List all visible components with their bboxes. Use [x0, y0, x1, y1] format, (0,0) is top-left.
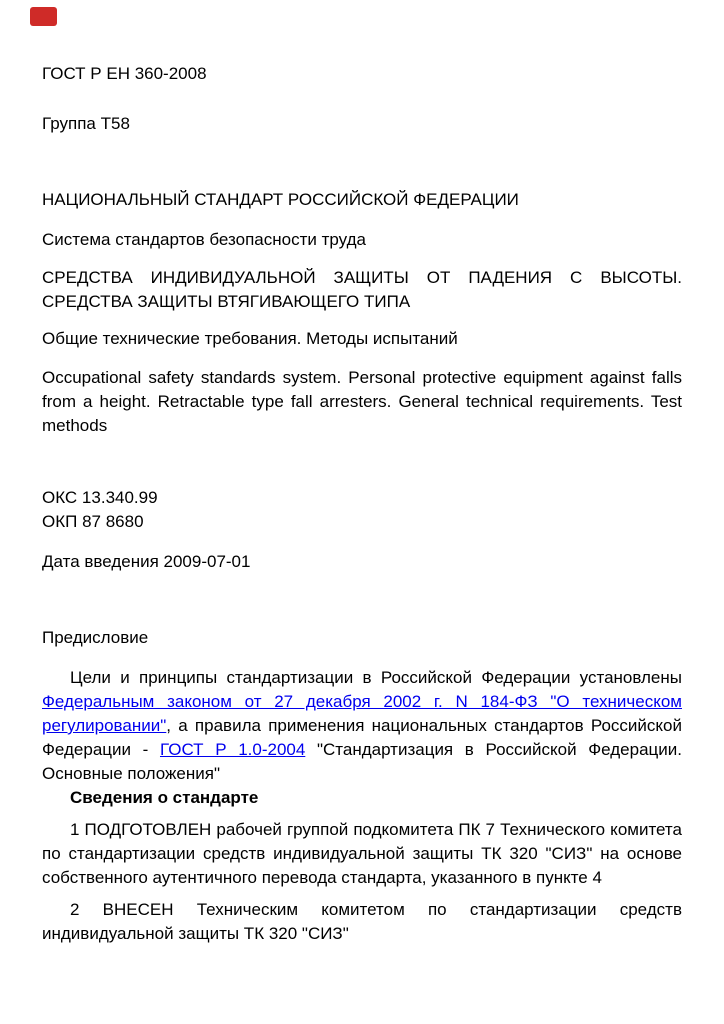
standard-title: НАЦИОНАЛЬНЫЙ СТАНДАРТ РОССИЙСКОЙ ФЕДЕРАЦИИ: [42, 190, 519, 209]
doc-number: ГОСТ Р ЕН 360-2008: [42, 64, 207, 83]
english-title: Occupational safety standards system. Personal protective equipment against falls from a height. Retractable type fall arresters. General technical requirements. Test methods: [42, 368, 682, 435]
foreword-text-end: "Стандартизация в Российской Федерации. Основные положения": [42, 740, 682, 783]
red-logo-icon: [30, 7, 57, 26]
foreword-text-mid: , а правила применения национальных стандартов Российской Федерации -: [42, 716, 682, 759]
oks-code: ОКС 13.340.99: [42, 488, 158, 507]
introduction-date: Дата введения 2009-07-01: [42, 552, 251, 571]
okp-code: ОКП 87 8680: [42, 512, 144, 531]
requirements-line: Общие технические требования. Методы испытаний: [42, 329, 458, 348]
info-item-1: 1 ПОДГОТОВЛЕН рабочей группой подкомитета ПК 7 Технического комитета по стандартизации средств индивидуальной защиты ТК 320 "СИЗ" на основе собственного аутентичного перевода стандарта, указанного в пункте 4: [42, 820, 682, 887]
info-item-2: 2 ВНЕСЕН Техническим комитетом по стандартизации средств индивидуальной защиты ТК 320 "СИЗ": [42, 900, 682, 943]
foreword-text-start: Цели и принципы стандартизации в Российской Федерации установлены: [70, 668, 682, 687]
standard-info-heading: Сведения о стандарте: [70, 788, 259, 807]
gost-r-1-0-2004-link[interactable]: ГОСТ Р 1.0-2004: [159, 740, 306, 759]
standard-subtitle: Система стандартов безопасности труда: [42, 230, 366, 249]
foreword-paragraph: [42, 666, 682, 786]
federal-law-link[interactable]: Федеральным законом от 27 декабря 2002 г. N 184-ФЗ "О техническом регулировании": [42, 692, 682, 735]
standard-name-caps: СРЕДСТВА ИНДИВИДУАЛЬНОЙ ЗАЩИТЫ ОТ ПАДЕНИЯ С ВЫСОТЫ. СРЕДСТВА ЗАЩИТЫ ВТЯГИВАЮЩЕГО ТИПА: [42, 268, 682, 311]
foreword-heading: Предисловие: [42, 628, 149, 647]
doc-group: Группа Т58: [42, 114, 130, 133]
